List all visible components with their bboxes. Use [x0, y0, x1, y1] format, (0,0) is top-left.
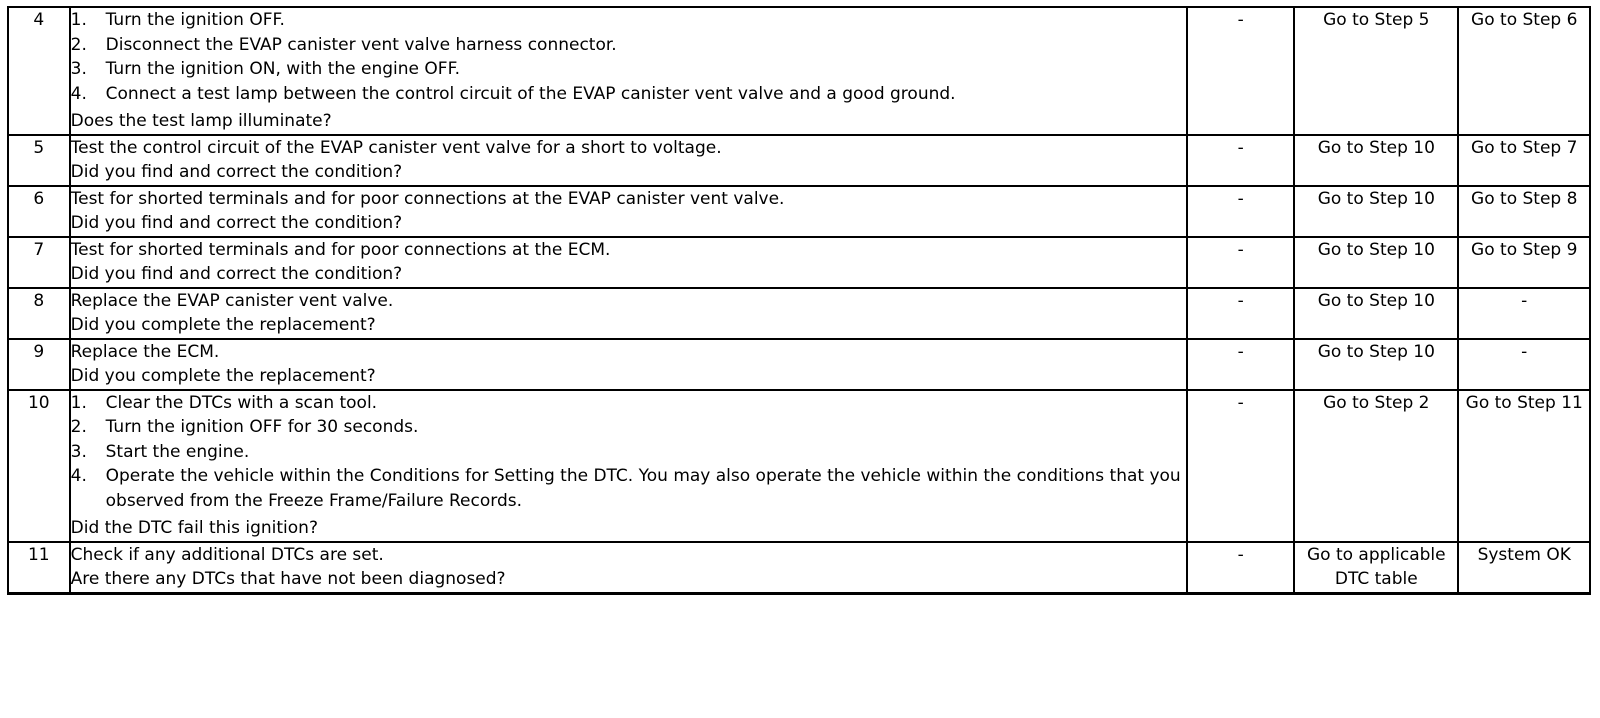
action-text: Turn the ignition OFF. — [105, 10, 285, 30]
action-text: Operate the vehicle within the Conditions for Setting the DTC. You may also operate the vehicle within the conditions that you observed from the Freeze Frame/Failure Records. — [105, 466, 1181, 511]
action-text: Start the engine. — [105, 441, 250, 462]
table-row — [8, 339, 1590, 390]
action-text: Turn the ignition OFF for 30 seconds. — [105, 417, 419, 437]
action-text: Turn the ignition ON, with the engine OFF. — [105, 59, 461, 79]
no-cell: Go to Step 9 — [1458, 237, 1590, 288]
action-text: Test for shorted terminals and for poor connections at the EVAP canister vent valve. — [70, 188, 785, 209]
step-number: 5 — [8, 135, 70, 186]
value-cell: - — [1187, 390, 1294, 542]
action-item — [71, 8, 1187, 33]
action-cell — [70, 7, 1188, 135]
action-item — [71, 33, 1187, 58]
question-text: Did you complete the replacement? — [70, 366, 376, 386]
action-list — [71, 8, 1187, 106]
action-text: Replace the ECM. — [70, 341, 220, 362]
yes-cell: Go to Step 10 — [1294, 288, 1458, 339]
diagnostic-table — [7, 6, 1591, 595]
action-number: 3. — [70, 441, 87, 462]
table-row — [8, 186, 1590, 237]
action-number: 4. — [70, 83, 87, 104]
question-text: Did you find and correct the condition? — [70, 213, 403, 233]
action-cell — [70, 542, 1188, 594]
step-number: 8 — [8, 288, 70, 339]
yes-cell: Go to Step 10 — [1294, 339, 1458, 390]
no-cell: System OK — [1458, 542, 1590, 594]
yes-cell: Go to Step 5 — [1294, 7, 1458, 135]
yes-cell: Go to Step 10 — [1294, 237, 1458, 288]
action-text: Test the control circuit of the EVAP canister vent valve for a short to voltage. — [70, 137, 722, 158]
question-text: Did you complete the replacement? — [70, 315, 376, 335]
action-number: 2. — [70, 417, 87, 437]
action-item — [71, 57, 1187, 82]
action-cell — [70, 288, 1188, 339]
question-text: Are there any DTCs that have not been diagnosed? — [70, 569, 506, 589]
action-cell — [70, 339, 1188, 390]
yes-cell: Go to Step 10 — [1294, 135, 1458, 186]
diagnostic-table-body — [8, 7, 1590, 593]
value-cell: - — [1187, 7, 1294, 135]
action-text: Connect a test lamp between the control circuit of the EVAP canister vent valve and a good ground. — [105, 83, 956, 104]
action-cell — [70, 237, 1188, 288]
yes-cell: Go to Step 2 — [1294, 390, 1458, 542]
action-number: 3. — [70, 59, 87, 79]
table-row — [8, 237, 1590, 288]
no-cell: Go to Step 6 — [1458, 7, 1590, 135]
no-cell: - — [1458, 339, 1590, 390]
value-cell: - — [1187, 135, 1294, 186]
action-text: Replace the EVAP canister vent valve. — [70, 290, 394, 311]
yes-cell: Go to applicable DTC table — [1294, 542, 1458, 594]
value-cell: - — [1187, 186, 1294, 237]
step-number: 6 — [8, 186, 70, 237]
value-cell: - — [1187, 339, 1294, 390]
step-number: 11 — [8, 542, 70, 594]
yes-cell: Go to Step 10 — [1294, 186, 1458, 237]
action-cell — [70, 390, 1188, 542]
question-text: Did you find and correct the condition? — [70, 162, 403, 182]
action-item — [71, 82, 1187, 107]
action-list — [71, 391, 1187, 514]
action-item — [71, 464, 1187, 513]
action-item — [71, 440, 1187, 465]
table-row — [8, 542, 1590, 594]
table-row — [8, 7, 1590, 135]
action-item — [71, 415, 1187, 440]
action-text: Test for shorted terminals and for poor connections at the ECM. — [70, 239, 611, 260]
no-cell: Go to Step 8 — [1458, 186, 1590, 237]
table-row — [8, 135, 1590, 186]
action-item — [71, 391, 1187, 416]
value-cell: - — [1187, 288, 1294, 339]
step-number: 7 — [8, 237, 70, 288]
step-number: 10 — [8, 390, 70, 542]
action-text: Check if any additional DTCs are set. — [70, 544, 384, 565]
action-cell — [70, 186, 1188, 237]
table-row — [8, 288, 1590, 339]
value-cell: - — [1187, 542, 1294, 594]
no-cell: Go to Step 11 — [1458, 390, 1590, 542]
no-cell: Go to Step 7 — [1458, 135, 1590, 186]
step-number: 4 — [8, 7, 70, 135]
action-number: 2. — [70, 34, 87, 55]
action-number: 1. — [70, 392, 87, 413]
action-cell — [70, 135, 1188, 186]
table-row — [8, 390, 1590, 542]
step-number: 9 — [8, 339, 70, 390]
question-text: Does the test lamp illuminate? — [70, 111, 332, 131]
action-text: Clear the DTCs with a scan tool. — [105, 392, 378, 413]
no-cell: - — [1458, 288, 1590, 339]
value-cell: - — [1187, 237, 1294, 288]
question-text: Did the DTC fail this ignition? — [70, 518, 318, 538]
action-number: 1. — [70, 10, 87, 30]
question-text: Did you find and correct the condition? — [70, 264, 403, 284]
action-text: Disconnect the EVAP canister vent valve harness connector. — [105, 34, 617, 55]
action-number: 4. — [70, 466, 87, 486]
